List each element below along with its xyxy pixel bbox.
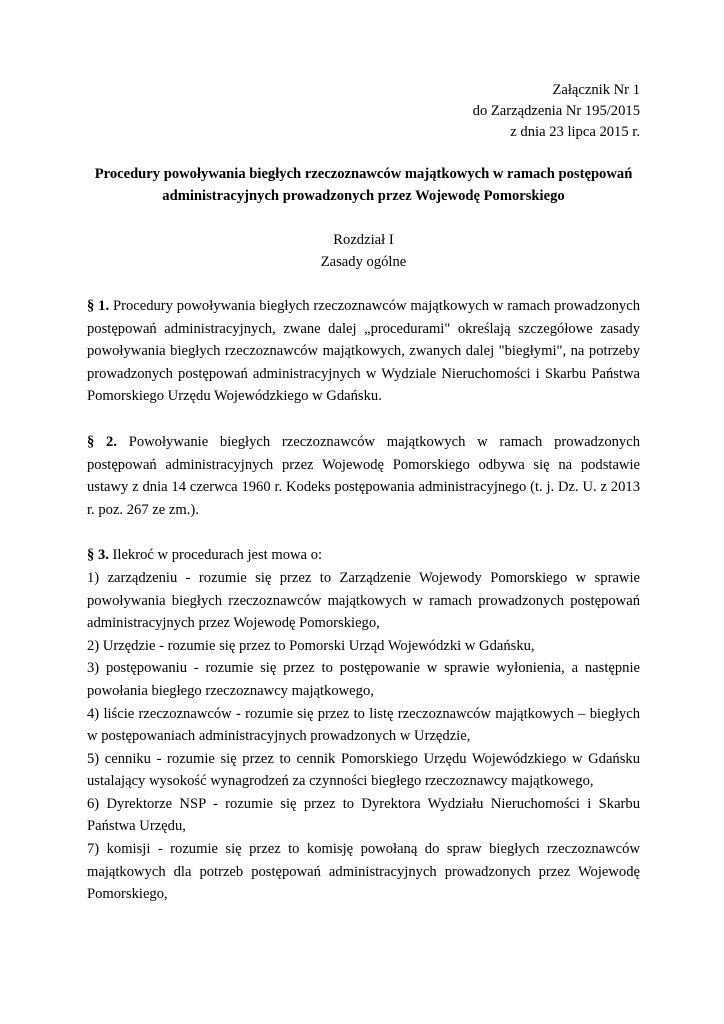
section-3 [87,544,640,567]
definition-item-5: 5) cenniku - rozumie się przez to cennik Pomorskiego Urzędu Wojewódzkiego w Gdańsku ustalający wysokość wynagrodzeń za czynności biegłego rzeczoznawcy majątkowego, [87,750,640,790]
section-1-text: Procedury powoływania biegłych rzeczoznawców majątkowych w ramach prowadzonych postępowań administracyjnych, zwane dalej „procedurami" określają szczegółowe zasady powoływania biegłych rzeczoznawców majątkowych, zwanych dalej "biegłymi", na potrzeby prowadzonych postępowań administracyjnych w Wydziale Nieruchomości i Skarbu Państwa Pomorskiego Urzędu Wojewódzkiego w Gdańsku. [87,298,640,405]
definition-item-1: 1) zarządzeniu - rozumie się przez to Zarządzenie Wojewody Pomorskiego w sprawie powoływania biegłych rzeczoznawców majątkowych w ramach prowadzonych postępowań administracyjnych przez Wojewodę Pomorskiego, [87,569,640,632]
definition-item-7: 7) komisji - rozumie się przez to komisję powołaną do spraw biegłych rzeczoznawców majątkowych dla potrzeb postępowań administracyjnych prowadzonych przez Wojewodę Pomorskiego, [87,841,640,903]
attachment-number: Załącznik Nr 1 [552,82,640,98]
definition-item-3: 3) postępowaniu - rozumie się przez to postępowanie w sprawie wyłonienia, a następnie powołania biegłego rzeczoznawcy majątkowego, [87,660,640,699]
section-3-text: Ilekroć w procedurach jest mowa o: [108,547,323,564]
section-2 [87,431,640,521]
ordinance-reference: do Zarządzenia Nr 195/2015 [472,103,640,119]
definition-item-2: 2) Urzędzie - rozumie się przez to Pomorski Urząd Wojewódzki w Gdańsku, [87,637,535,654]
definition-item-4: 4) liście rzeczoznawców - rozumie się przez to listę rzeczoznawców majątkowych – biegłych w postępowaniach administracyjnych prowadzonych w Urzędzie, [87,705,640,745]
attachment-header [87,80,640,143]
chapter-heading [87,229,640,273]
section-3-mark: § 3. [87,547,109,564]
section-1-mark: § 1. [87,298,110,314]
section-1 [87,295,640,408]
title-line-1: Procedury powoływania biegłych rzeczoznawców majątkowych w ramach postępowań [94,166,633,182]
chapter-name: Zasady ogólne [320,254,407,270]
chapter-number: Rozdział I [333,232,394,248]
section-2-text: Powoływanie biegłych rzeczoznawców majątkowych w ramach prowadzonych postępowań administracyjnych przez Wojewodę Pomorskiego odbywa się na podstawie ustawy z dnia 14 czerwca 1960 r. Kodeks postępowania administracyjnego (t. j. Dz. U. z 2013 r. poz. 267 ze zm.). [87,433,641,518]
document-title [87,163,640,207]
title-line-2: administracyjnych prowadzonych przez Wojewodę Pomorskiego [162,188,565,204]
ordinance-date: z dnia 23 lipca 2015 r. [510,124,640,140]
definition-item-6: 6) Dyrektorze NSP - rozumie się przez to Dyrektora Wydziału Nieruchomości i Skarbu Państwa Urzędu, [87,795,640,835]
section-2-mark: § 2. [87,433,117,450]
